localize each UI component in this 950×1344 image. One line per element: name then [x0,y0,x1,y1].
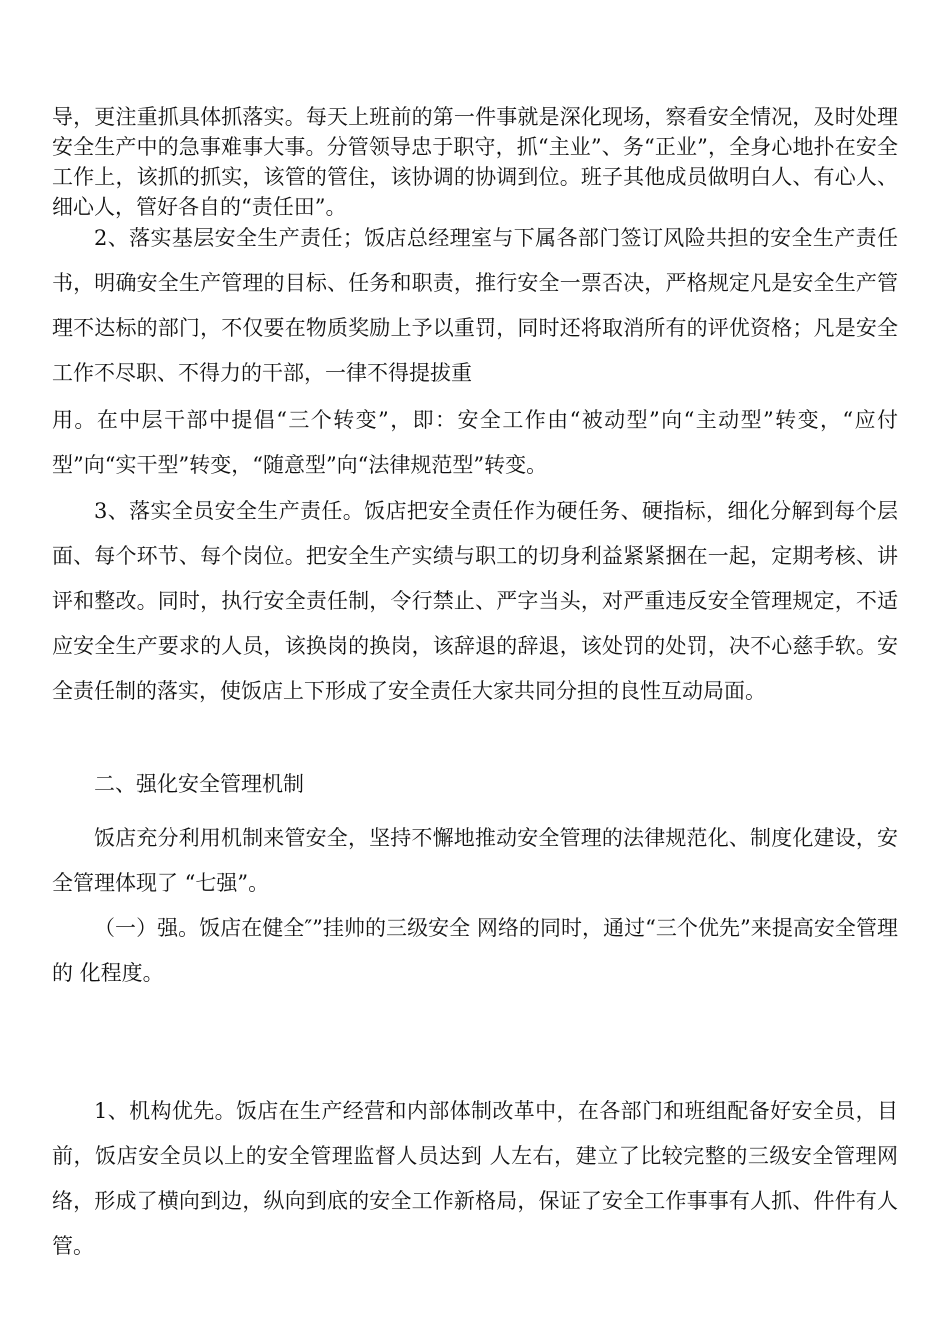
paragraph-mechanism-intro: 饭店充分利用机制来管安全，坚持不懈地推动安全管理的法律规范化、制度化建设，安全管理体现了 “七强”。 [52,826,898,895]
paragraph-subsection-one: （一）强。饭店在健全″”挂帅的三级安全 网络的同时，通过“三个优先”来提高安全管理的 化程度。 [52,916,898,985]
paragraph-grassroots-responsibility: 2、落实基层安全生产责任；饭店总经理室与下属各部门签订风险共担的安全生产责任书，明确安全生产管理的目标、任务和职责，推行安全一票否决，严格规定凡是安全生产管理不达标的部门，不仅要在物质奖励上予以重罚，同时还将取消所有的评优资格；凡是安全工作不尽职、不得力的干部，一律不得提拔重 [52,226,898,385]
paragraph-three-transformations: 用。在中层干部中提倡“三个转变”，即：安全工作由“被动型”向“主动型”转变，“应付型”向“实干型”转变，“随意型”向“法律规范型”转变。 [52,408,898,477]
paragraph-organization-priority: 1、机构优先。饭店在生产经营和内部体制改革中，在各部门和班组配备好安全员，目前，饭店安全员以上的安全管理监督人员达到 人左右，建立了比较完整的三级安全管理网络，形成了横向到边，纵向到底的安全工作新格局，保证了安全工作事事有人抓、件件有人管。 [52,1099,898,1258]
paragraph-all-staff-responsibility: 3、落实全员安全生产责任。饭店把安全责任作为硬任务、硬指标，细化分解到每个层面、每个环节、每个岗位。把安全生产实绩与职工的切身利益紧紧捆在一起，定期考核、讲评和整改。同时，执行安全责任制，令行禁止、严字当头，对严重违反安全管理规定，不适应安全生产要求的人员，该换岗的换岗，该辞退的辞退，该处罚的处罚，决不心慈手软。安全责任制的落实，使饭店上下形成了安全责任大家共同分担的良性互动局面。 [52,499,898,703]
paragraph-leadership-duties: 导，更注重抓具体抓落实。每天上班前的第一件事就是深化现场，察看安全情况，及时处理安全生产中的急事难事大事。分管领导忠于职守，抓“主业”、务“正业”，全身心地扑在安全工作上，该抓的抓实，该管的管住，该协调的协调到位。班子其他成员做明白人、有心人、细心人，管好各自的“责任田”。 [52,105,898,219]
section-heading-mechanism: 二、强化安全管理机制 [94,772,304,796]
